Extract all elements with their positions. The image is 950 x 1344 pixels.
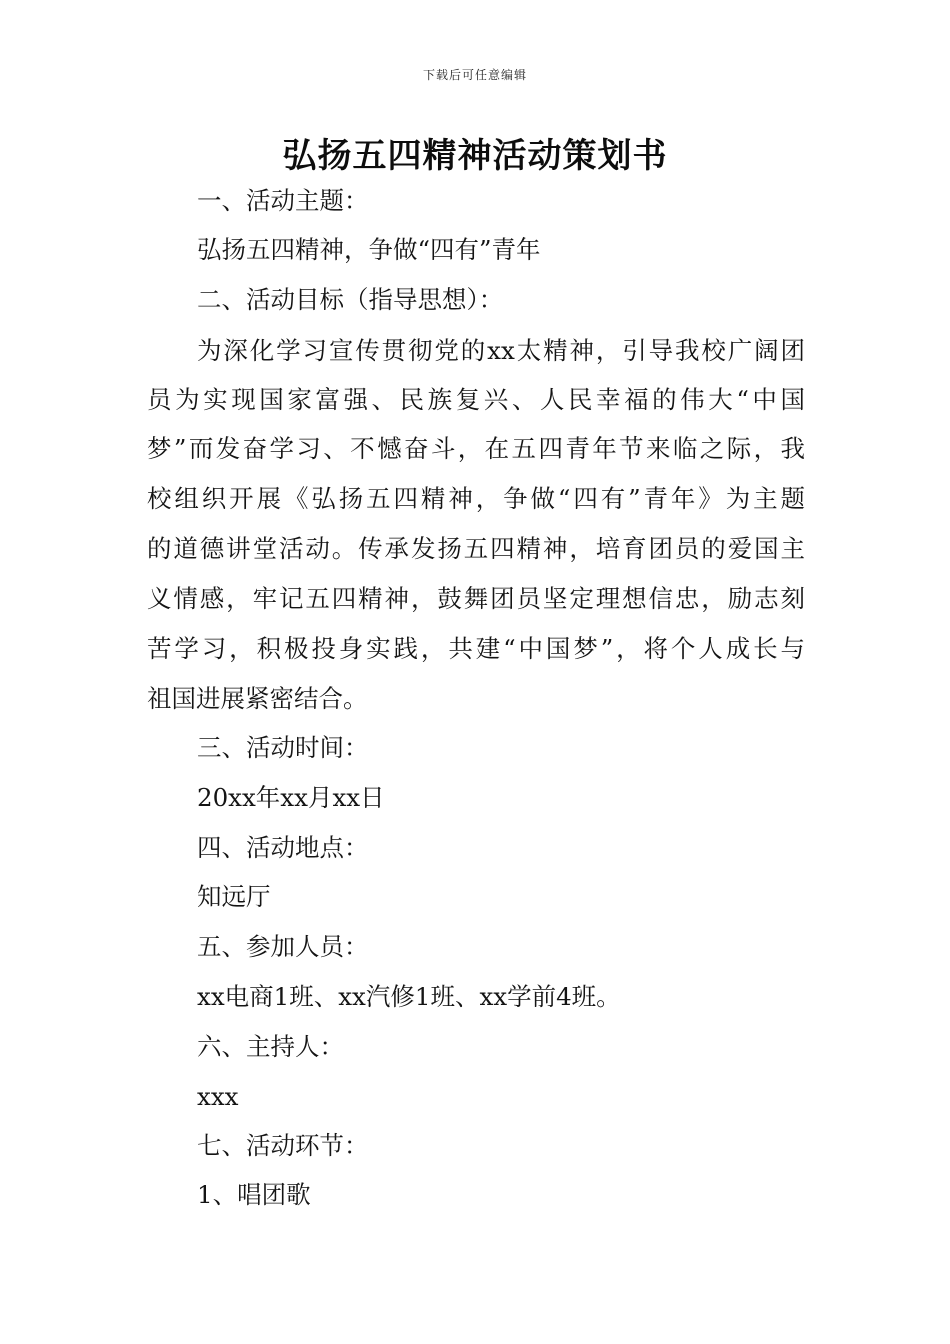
- participants-heading: 五、参加人员：: [197, 932, 369, 961]
- time-text: 20xx年xx月xx日: [197, 783, 385, 812]
- goal-paragraph-line: 苦学习，积极投身实践，共建“中国梦”，将个人成长与: [147, 634, 805, 663]
- time-heading: 三、活动时间：: [197, 733, 369, 762]
- place-heading: 四、活动地点：: [197, 833, 369, 862]
- goal-paragraph-line: 员为实现国家富强、民族复兴、人民幸福的伟大“中国: [147, 385, 805, 414]
- goal-paragraph-line: 义情感，牢记五四精神，鼓舞团员坚定理想信忠，励志刻: [147, 584, 805, 613]
- theme-heading: 一、活动主题：: [197, 186, 369, 215]
- host-heading: 六、主持人：: [197, 1032, 344, 1061]
- steps-heading: 七、活动环节：: [197, 1131, 369, 1160]
- goal-paragraph-line: 梦”而发奋学习、不憾奋斗，在五四青年节来临之际，我: [147, 434, 805, 463]
- theme-text: 弘扬五四精神，争做“四有”青年: [197, 235, 541, 264]
- goal-paragraph-line: 校组织开展《弘扬五四精神，争做“四有”青年》为主题: [147, 484, 805, 513]
- goal-paragraph-line: 祖国进展紧密结合。: [147, 684, 368, 713]
- host-text: xxx: [197, 1082, 239, 1111]
- goal-heading: 二、活动目标（指导思想）：: [197, 285, 504, 314]
- goal-paragraph-line: 为深化学习宣传贯彻党的xx太精神，引导我校广阔团: [197, 336, 805, 365]
- step-item: 1、唱团歌: [197, 1180, 311, 1209]
- goal-paragraph-line: 的道德讲堂活动。传承发扬五四精神，培育团员的爱国主: [147, 534, 805, 563]
- participants-text: xx电商1班、xx汽修1班、xx学前4班。: [197, 982, 621, 1011]
- header-note: 下载后可任意编辑: [422, 68, 527, 82]
- document-title: 弘扬五四精神活动策划书: [282, 136, 668, 176]
- place-text: 知远厅: [197, 882, 271, 911]
